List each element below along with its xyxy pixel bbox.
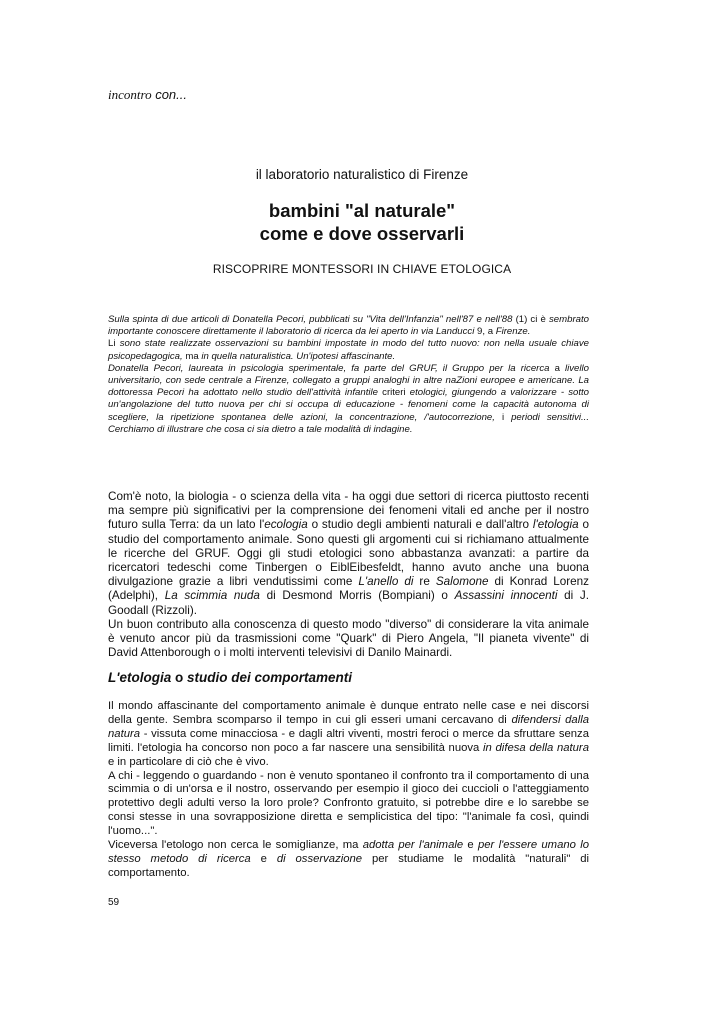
section-heading: L'etologia o studio dei comportamenti	[108, 670, 352, 685]
intro-paragraph: Sulla spinta di due articoli di Donatella Pecori, pubblicati su "Vita dell'Infanzia" nell'87 e nell'88 (1) ci è sembrato importante conoscere direttamente il laboratorio di ricerca da lei aperto in via Landucci 9, a Firenze.	[108, 314, 589, 338]
page-number: 59	[108, 897, 120, 908]
column-header	[108, 87, 187, 103]
body-section-1	[108, 490, 589, 660]
body-section-2	[108, 700, 589, 881]
article-subtitle: RISCOPRIRE MONTESSORI IN CHIAVE ETOLOGICA	[212, 262, 512, 276]
intro-paragraph: Li sono state realizzate osservazioni su bambini impostate in modo del tutto nuovo: non nella usuale chiave psicopedagogica, ma in quella naturalistica. Un'ipotesi affascinante.	[108, 338, 589, 362]
article-title	[0, 199, 724, 245]
body-paragraph: Un buon contributo alla conoscenza di questo modo "diverso" di considerare la vita animale è venuto ancor più da trasmissioni come "Quark" di Piero Angela, "Il pianeta vivente" di David Attenborough o i molti interventi televisivi di Danilo Mainardi.	[108, 617, 589, 660]
article-kicker: il laboratorio naturalistico di Firenze	[255, 167, 469, 182]
column-header-part1: incontro	[108, 87, 152, 102]
article-title-line1: bambini "al naturale"	[268, 200, 456, 221]
body-paragraph: Il mondo affascinante del comportamento animale è dunque entrato nelle case e nei discorsi della gente. Sembra scomparso il tempo in cui gli esseri umani cercavano di difendersi dalla natura - vissuta come minacciosa - e dagli altri viventi, mostri feroci o merce da sfruttare senza limiti. l'etologia ha concorso non poco a far nascere una sensibilità nuova in difesa della natura e in particolare di ciò che è vivo.	[108, 700, 589, 768]
article-title-line2: come e dove osservarli	[259, 223, 465, 244]
column-header-part2: con...	[155, 87, 187, 102]
body-paragraph: Viceversa l'etologo non cerca le somiglianze, ma adotta per l'animale e per l'essere umano lo stesso metodo di ricerca e di osservazione per studiame le modalità "naturali" di comportamento.	[108, 839, 590, 879]
intro-paragraph: Donatella Pecori, laureata in psicologia sperimentale, fa parte del GRUF, il Gruppo per la ricerca a livello universitario, con sede centrale a Firenze, collegato a gruppi analoghi in altre naZioni europee e americane. La dottoressa Pecori ha adottato nello studio dell'attività infantile criteri etologici, giungendo a valorizzare - sotto un'angolazione del tutto nuova per chi si occupa di educazione - fenomeni come la capacità autonoma di scegliere, la ripetizione spontanea delle azioni, la concentrazione, /'autocorrezione, i periodi sensitivi... Cerchiamo di illustrare che cosa ci sia dietro a tale modalità di indagine.	[108, 362, 590, 435]
intro-paragraphs	[108, 314, 589, 436]
body-paragraph: A chi - leggendo o guardando - non è venuto spontaneo il confronto tra il comportamento di una scimmia o di un'orsa e il nostro, osservando per esempio il gioco dei cuccioli o l'atteggiamento protettivo degli adulti verso la loro prole? Confronto gratuito, si potrebbe dire e lo sarebbe se consi stesse in una sovrapposizione diretta e semplicistica del tipo: "l'animale fa così, quindi l'uomo...".	[108, 769, 589, 838]
body-paragraph: Com'è noto, la biologia - o scienza della vita - ha oggi due settori di ricerca piuttosto recenti ma sempre più significativi per la comprensione dei fenomeni vitali ed anche per il nostro futuro sulla Terra: da un lato l'ecologia o studio degli ambienti naturali e dall'altro l'etologia o studio del comportamento animale. Sono questi gli argomenti cui si richiamano attualmente le ricerche del GRUF. Oggi gli studi etologici sono abbastanza avanzati: a partire da ricercatori tedeschi come Tinbergen o EiblEibesfeldt, hanno avuto anche una buona divulgazione grazie a libri vendutissimi come L'anello di re Salomone di Konrad Lorenz (Adelphi), La scimmia nuda di Desmond Morris (Bompiani) o Assassini innocenti di J. Goodall (Rizzoli).	[108, 490, 589, 617]
